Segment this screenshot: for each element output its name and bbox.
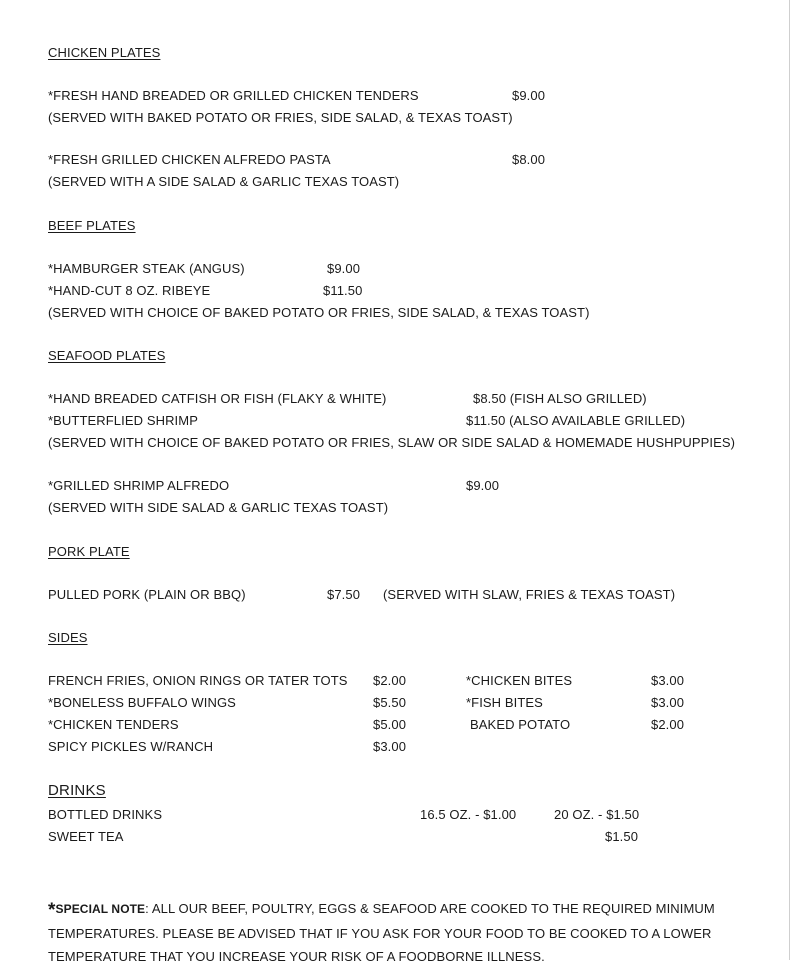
- seafood-desc: (SERVED WITH CHOICE OF BAKED POTATO OR FRIES, SLAW OR SIDE SALAD & HOMEMADE HUSHPUPPIES): [48, 435, 736, 450]
- sides-heading: SIDES: [48, 630, 88, 645]
- chicken-tenders-desc: (SERVED WITH BAKED POTATO OR FRIES, SIDE SALAD, & TEXAS TOAST): [48, 110, 513, 125]
- catfish-price: $8.50 (FISH ALSO GRILLED): [473, 391, 647, 406]
- bottled-drinks-price-large: 20 OZ. - $1.50: [554, 807, 640, 822]
- pulled-pork-price: $7.50: [327, 587, 361, 602]
- side-item-price: $3.00: [651, 673, 685, 688]
- beef-plates-heading: BEEF PLATES: [48, 218, 136, 233]
- side-item-name: *BONELESS BUFFALO WINGS: [48, 695, 236, 710]
- chicken-tenders-name: *FRESH HAND BREADED OR GRILLED CHICKEN TENDERS: [48, 88, 419, 103]
- sweet-tea-name: SWEET TEA: [48, 829, 124, 844]
- catfish-name: *HAND BREADED CATFISH OR FISH (FLAKY & WHITE): [48, 391, 387, 406]
- beef-desc: (SERVED WITH CHOICE OF BAKED POTATO OR FRIES, SIDE SALAD, & TEXAS TOAST): [48, 305, 590, 320]
- pork-plate-heading: PORK PLATE: [48, 544, 130, 559]
- chicken-tenders-price: $9.00: [512, 88, 546, 103]
- shrimp-alfredo-desc: (SERVED WITH SIDE SALAD & GARLIC TEXAS TOAST): [48, 500, 389, 515]
- side-item-price: $3.00: [373, 739, 407, 754]
- ribeye-name: *HAND-CUT 8 OZ. RIBEYE: [48, 283, 211, 298]
- bottled-drinks-name: BOTTLED DRINKS: [48, 807, 163, 822]
- hamburger-steak-price: $9.00: [327, 261, 361, 276]
- chicken-alfredo-name: *FRESH GRILLED CHICKEN ALFREDO PASTA: [48, 152, 331, 167]
- butterflied-shrimp-price: $11.50 (ALSO AVAILABLE GRILLED): [466, 413, 686, 428]
- special-note-line-3: TEMPERATURE THAT YOU INCREASE YOUR RISK OF A FOODBORNE ILLNESS.: [48, 949, 545, 964]
- side-item-name: BAKED POTATO: [470, 717, 571, 732]
- side-item-name: *CHICKEN BITES: [466, 673, 573, 688]
- pulled-pork-desc: (SERVED WITH SLAW, FRIES & TEXAS TOAST): [383, 587, 676, 602]
- sweet-tea-price: $1.50: [605, 829, 639, 844]
- hamburger-steak-name: *HAMBURGER STEAK (ANGUS): [48, 261, 245, 276]
- side-item-price: $5.00: [373, 717, 407, 732]
- note-asterisk: *: [48, 900, 56, 921]
- side-item-name: SPICY PICKLES W/RANCH: [48, 739, 214, 754]
- pulled-pork-name: PULLED PORK (PLAIN OR BBQ): [48, 587, 246, 602]
- seafood-plates-heading: SEAFOOD PLATES: [48, 348, 166, 363]
- chicken-plates-heading: CHICKEN PLATES: [48, 45, 161, 60]
- special-note-line-2: TEMPERATURES. PLEASE BE ADVISED THAT IF YOU ASK FOR YOUR FOOD TO BE COOKED TO A LOWER: [48, 926, 712, 941]
- ribeye-price: $11.50: [323, 283, 363, 298]
- side-item-name: *CHICKEN TENDERS: [48, 717, 179, 732]
- side-item-price: $5.50: [373, 695, 407, 710]
- side-item-price: $2.00: [373, 673, 407, 688]
- drinks-heading: DRINKS: [48, 782, 106, 799]
- shrimp-alfredo-price: $9.00: [466, 478, 500, 493]
- butterflied-shrimp-name: *BUTTERFLIED SHRIMP: [48, 413, 198, 428]
- side-item-name: *FISH BITES: [466, 695, 543, 710]
- bottled-drinks-price-small: 16.5 OZ. - $1.00: [420, 807, 517, 822]
- note-label: SPECIAL NOTE: [55, 902, 146, 916]
- side-item-price: $3.00: [651, 695, 685, 710]
- shrimp-alfredo-name: *GRILLED SHRIMP ALFREDO: [48, 478, 230, 493]
- note-text-1: : ALL OUR BEEF, POULTRY, EGGS & SEAFOOD ARE COOKED TO THE REQUIRED MINIMUM: [145, 901, 715, 916]
- special-note-line-1: [48, 901, 715, 919]
- side-item-name: FRENCH FRIES, ONION RINGS OR TATER TOTS: [48, 673, 348, 688]
- chicken-alfredo-desc: (SERVED WITH A SIDE SALAD & GARLIC TEXAS TOAST): [48, 174, 400, 189]
- chicken-alfredo-price: $8.00: [512, 152, 546, 167]
- side-item-price: $2.00: [651, 717, 685, 732]
